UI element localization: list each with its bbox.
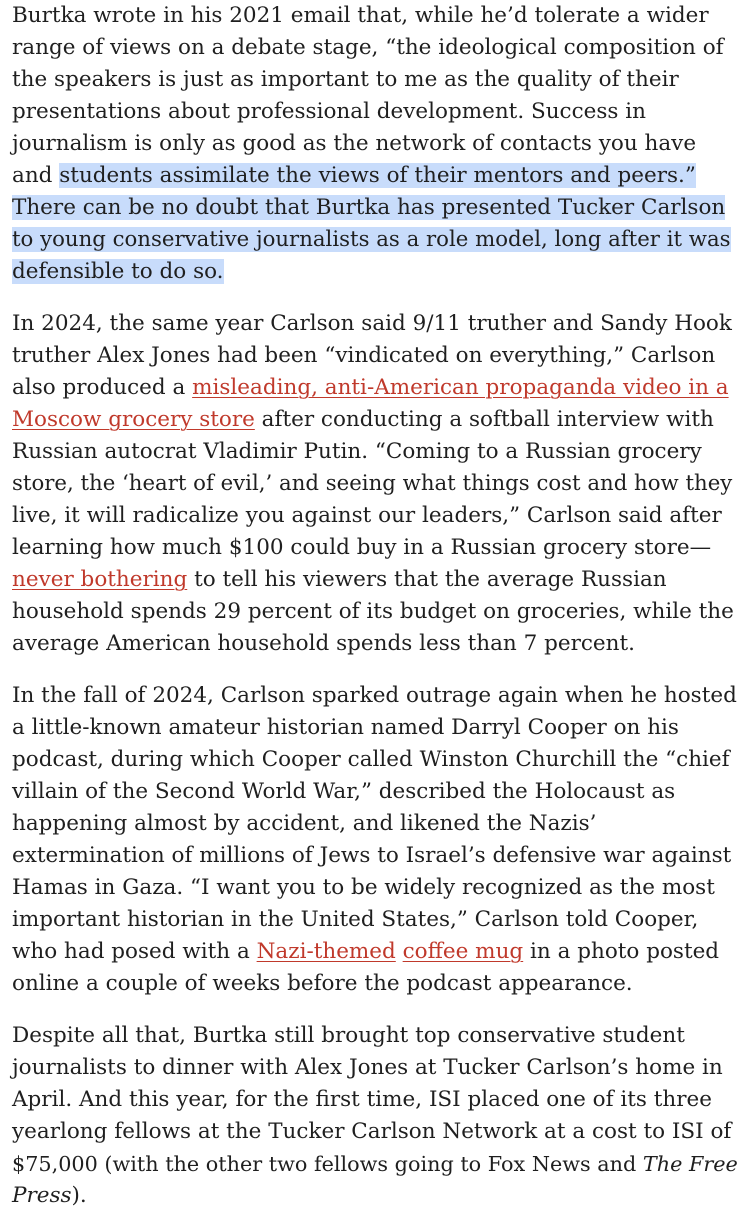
- paragraph: [12, 680, 738, 1000]
- text-line: [12, 532, 738, 564]
- text-segment: important historian in the United States,” Carlson told Cooper,: [12, 907, 699, 932]
- text-line: [12, 308, 738, 340]
- text-line: [12, 0, 738, 32]
- text-segment: Burtka wrote in his 2021 email that, while he’d tolerate a wider: [12, 3, 709, 28]
- text-segment: [396, 939, 403, 964]
- highlighted-text: defensible to do so.: [12, 259, 224, 284]
- inline-link[interactable]: Moscow grocery store: [12, 407, 255, 432]
- text-segment: average American household spends less than 7 percent.: [12, 631, 635, 656]
- text-line: [12, 500, 738, 532]
- text-line: [12, 628, 738, 660]
- text-segment: In 2024, the same year Carlson said 9/11 truther and Sandy Hook: [12, 311, 732, 336]
- text-line: [12, 872, 738, 904]
- text-line: [12, 596, 738, 628]
- text-line: [12, 256, 738, 288]
- text-line: [12, 1116, 738, 1148]
- text-line: [12, 680, 738, 712]
- text-segment: podcast, during which Cooper called Winston Churchill the “chief: [12, 747, 730, 772]
- text-segment: truther Alex Jones had been “vindicated on everything,” Carlson: [12, 343, 716, 368]
- text-line: [12, 32, 738, 64]
- text-segment: In the fall of 2024, Carlson sparked outrage again when he hosted: [12, 683, 737, 708]
- text-segment: range of views on a debate stage, “the ideological composition of: [12, 35, 724, 60]
- inline-link[interactable]: Nazi-themed: [256, 939, 396, 964]
- text-line: [12, 1180, 738, 1212]
- text-segment: the speakers is just as important to me as the quality of their: [12, 67, 679, 92]
- text-segment: a little-known amateur historian named Darryl Cooper on his: [12, 715, 679, 740]
- highlighted-text: There can be no doubt that Burtka has presented Tucker Carlson: [12, 195, 726, 220]
- text-segment: journalists to dinner with Alex Jones at Tucker Carlson’s home in: [12, 1055, 723, 1080]
- text-line: [12, 968, 738, 1000]
- inline-link[interactable]: misleading, anti-American propaganda video in a: [192, 375, 729, 400]
- paragraph: [12, 0, 738, 288]
- inline-link[interactable]: coffee mug: [402, 939, 524, 964]
- inline-link[interactable]: never bothering: [12, 567, 188, 592]
- text-line: [12, 404, 738, 436]
- text-line: [12, 64, 738, 96]
- text-line: [12, 840, 738, 872]
- text-line: [12, 192, 738, 224]
- text-line: [12, 340, 738, 372]
- text-segment: who had posed with a: [12, 939, 257, 964]
- italic-text: The Free: [642, 1152, 738, 1176]
- text-line: [12, 936, 738, 968]
- text-segment: April. And this year, for the first time, ISI placed one of its three: [12, 1087, 712, 1112]
- text-segment: to tell his viewers that the average Russian: [187, 567, 667, 592]
- text-line: [12, 904, 738, 936]
- text-segment: and: [12, 163, 60, 188]
- highlighted-text: students assimilate the views of their mentors and peers.”: [59, 163, 696, 188]
- text-line: [12, 744, 738, 776]
- text-segment: Russian autocrat Vladimir Putin. “Coming to a Russian grocery: [12, 439, 702, 464]
- text-segment: store, the ‘heart of evil,’ and seeing what things cost and how they: [12, 471, 733, 496]
- text-segment: presentations about professional development. Success in: [12, 99, 646, 124]
- text-line: [12, 224, 738, 256]
- text-line: [12, 712, 738, 744]
- text-segment: also produced a: [12, 375, 193, 400]
- text-segment: journalism is only as good as the network of contacts you have: [12, 131, 697, 156]
- text-segment: villain of the Second World War,” described the Holocaust as: [12, 779, 676, 804]
- text-segment: $75,000 (with the other two fellows going to Fox News and: [12, 1152, 643, 1176]
- text-segment: yearlong fellows at the Tucker Carlson Network at a cost to ISI of: [12, 1119, 732, 1144]
- highlighted-text: to young conservative journalists as a role model, long after it was: [12, 227, 731, 252]
- italic-text: Press: [12, 1183, 72, 1208]
- text-segment: learning how much $100 could buy in a Russian grocery store—: [12, 535, 712, 560]
- paragraph: [12, 1020, 738, 1212]
- text-segment: live, it will radicalize you against our leaders,” Carlson said after: [12, 503, 722, 528]
- article-body: [12, 0, 738, 1232]
- text-segment: extermination of millions of Jews to Israel’s defensive war against: [12, 843, 732, 868]
- text-segment: happening almost by accident, and likened the Nazis’: [12, 811, 597, 836]
- paragraph: [12, 308, 738, 660]
- text-line: [12, 776, 738, 808]
- text-line: [12, 160, 738, 192]
- text-segment: household spends 29 percent of its budget on groceries, while the: [12, 599, 734, 624]
- text-line: [12, 1052, 738, 1084]
- text-line: [12, 1148, 738, 1180]
- text-line: [12, 1020, 738, 1052]
- text-line: [12, 372, 738, 404]
- text-segment: after conducting a softball interview with: [254, 407, 714, 432]
- text-segment: Hamas in Gaza. “I want you to be widely recognized as the most: [12, 875, 715, 900]
- text-segment: Despite all that, Burtka still brought top conservative student: [12, 1023, 685, 1048]
- text-segment: in a photo posted: [523, 939, 720, 964]
- text-line: [12, 808, 738, 840]
- text-line: [12, 564, 738, 596]
- text-line: [12, 128, 738, 160]
- text-line: [12, 468, 738, 500]
- text-segment: online a couple of weeks before the podcast appearance.: [12, 971, 633, 996]
- text-segment: ).: [71, 1183, 87, 1208]
- text-line: [12, 1084, 738, 1116]
- text-line: [12, 436, 738, 468]
- text-line: [12, 96, 738, 128]
